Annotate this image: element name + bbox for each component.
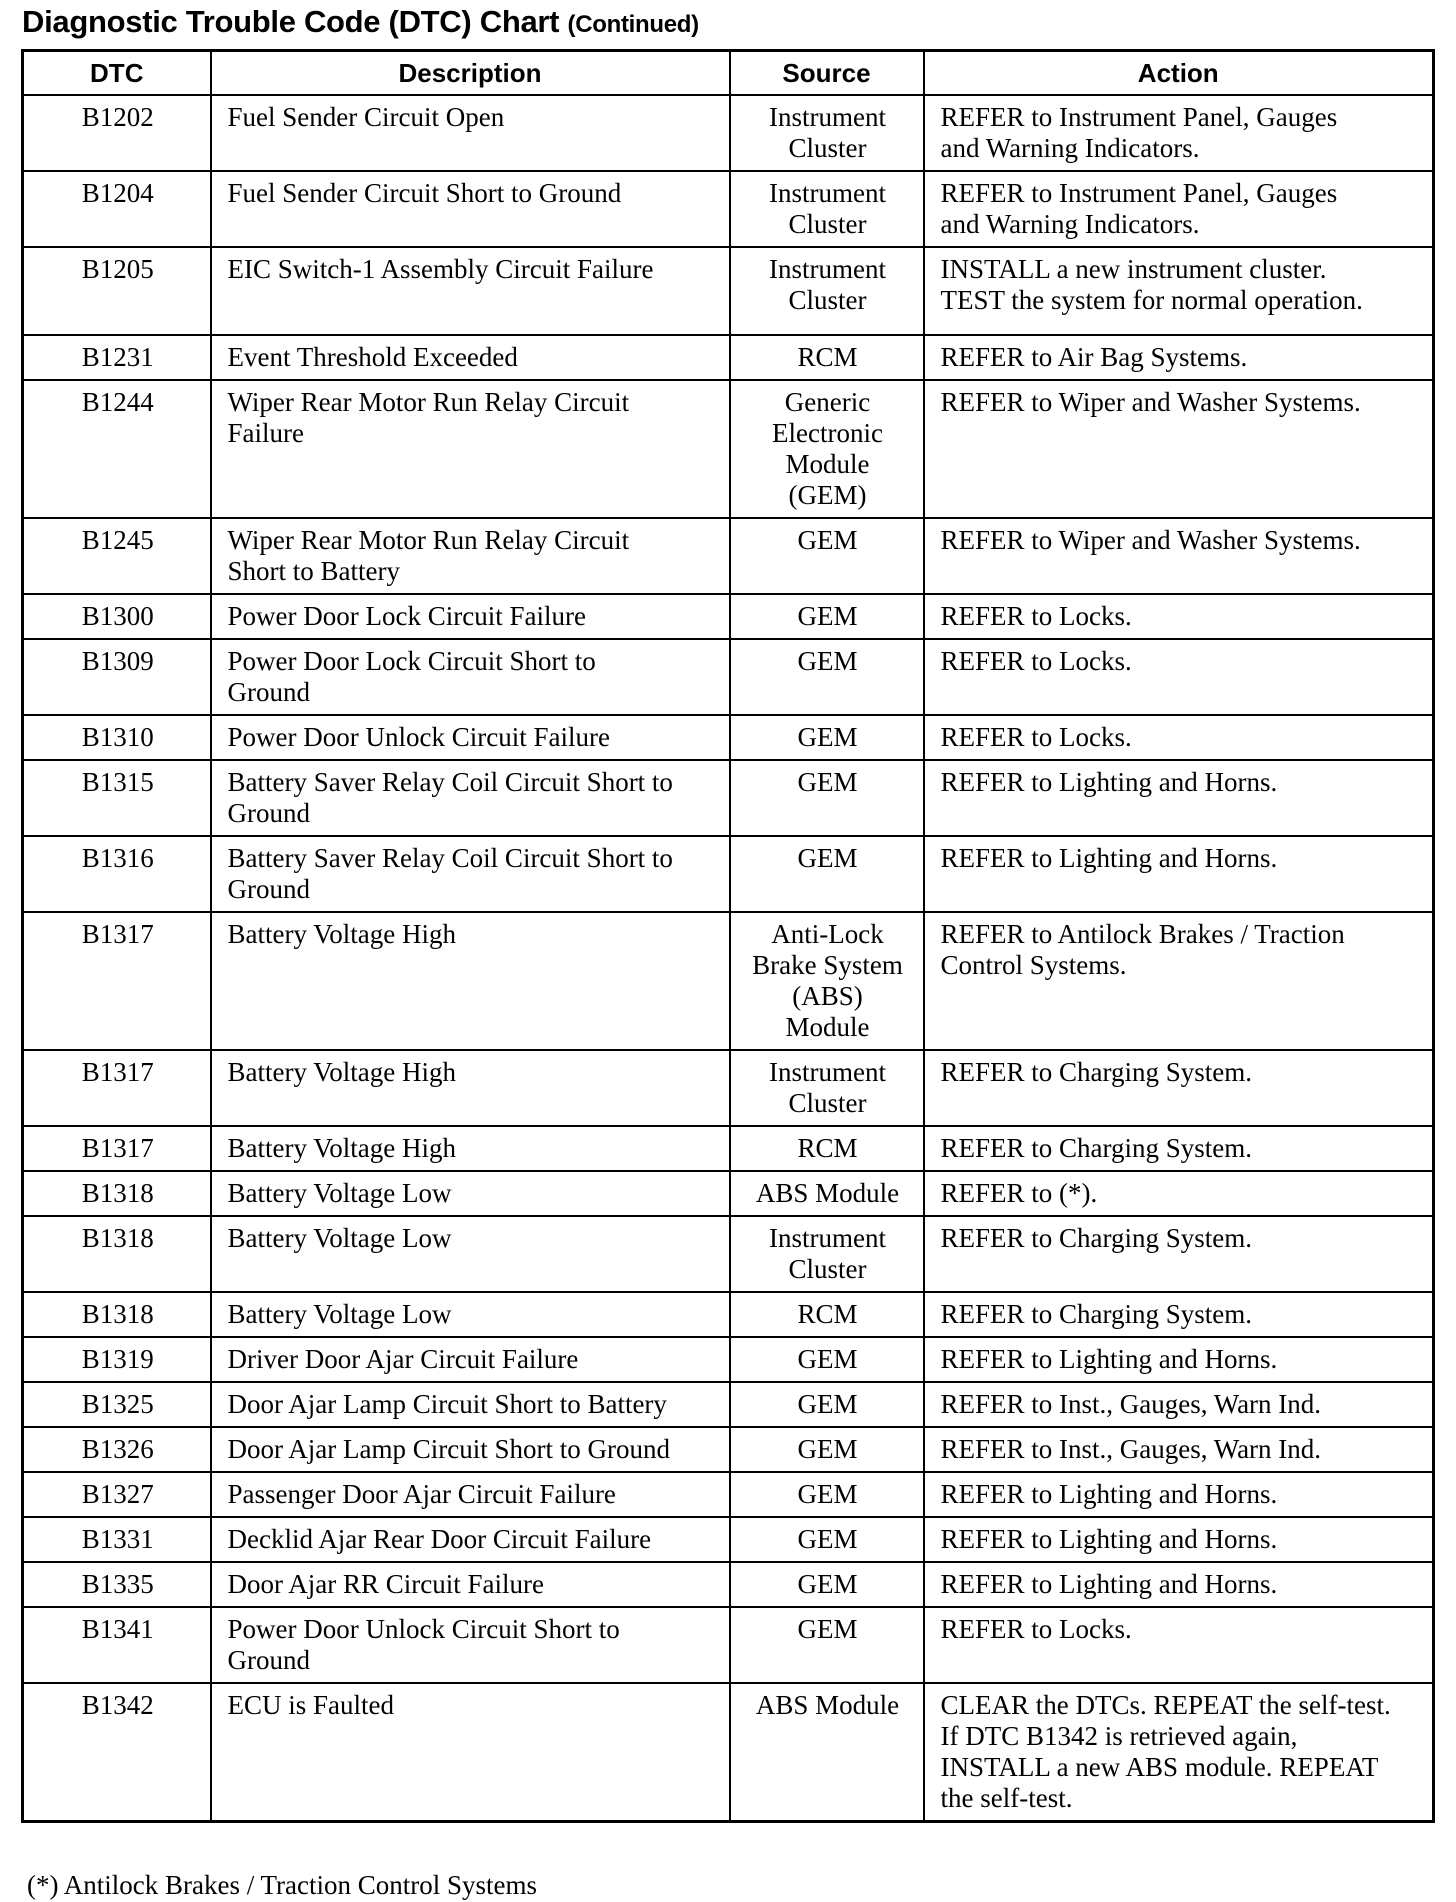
dtc-action: REFER to Lighting and Horns. <box>924 760 1434 836</box>
header-dtc: DTC <box>23 51 211 96</box>
table-row <box>23 247 1434 335</box>
dtc-description: Decklid Ajar Rear Door Circuit Failure <box>211 1517 730 1562</box>
dtc-description: Door Ajar Lamp Circuit Short to Ground <box>211 1427 730 1472</box>
dtc-code: B1341 <box>23 1607 211 1683</box>
dtc-description: Battery Voltage High <box>211 1126 730 1171</box>
dtc-description: Fuel Sender Circuit Open <box>211 95 730 171</box>
dtc-description: Driver Door Ajar Circuit Failure <box>211 1337 730 1382</box>
dtc-description: Battery Voltage High <box>211 1050 730 1126</box>
dtc-action: REFER to Inst., Gauges, Warn Ind. <box>924 1427 1434 1472</box>
dtc-action: REFER to Charging System. <box>924 1216 1434 1292</box>
dtc-action: REFER to Lighting and Horns. <box>924 1517 1434 1562</box>
dtc-code: B1318 <box>23 1171 211 1216</box>
dtc-code: B1316 <box>23 836 211 912</box>
header-description: Description <box>211 51 730 96</box>
dtc-code: B1318 <box>23 1216 211 1292</box>
table-row <box>23 1292 1434 1337</box>
dtc-description: Door Ajar RR Circuit Failure <box>211 1562 730 1607</box>
dtc-description: Battery Saver Relay Coil Circuit Short to Ground <box>211 760 730 836</box>
dtc-code: B1319 <box>23 1337 211 1382</box>
dtc-description: ECU is Faulted <box>211 1683 730 1822</box>
dtc-code: B1202 <box>23 95 211 171</box>
dtc-source: Instrument Cluster <box>730 1216 924 1292</box>
table-row <box>23 1171 1434 1216</box>
dtc-action: REFER to Instrument Panel, Gauges and Warning Indicators. <box>924 171 1434 247</box>
dtc-action: REFER to (*). <box>924 1171 1434 1216</box>
dtc-description: Passenger Door Ajar Circuit Failure <box>211 1472 730 1517</box>
title-suffix: (Continued) <box>567 11 699 38</box>
table-row <box>23 1382 1434 1427</box>
table-row <box>23 639 1434 715</box>
dtc-code: B1245 <box>23 518 211 594</box>
dtc-source: GEM <box>730 1562 924 1607</box>
dtc-source: GEM <box>730 1607 924 1683</box>
dtc-action: INSTALL a new instrument cluster. TEST the system for normal operation. <box>924 247 1434 335</box>
dtc-description: Power Door Lock Circuit Failure <box>211 594 730 639</box>
dtc-source: Instrument Cluster <box>730 171 924 247</box>
dtc-source: Instrument Cluster <box>730 1050 924 1126</box>
dtc-description: Power Door Unlock Circuit Short to Ground <box>211 1607 730 1683</box>
table-row <box>23 1683 1434 1822</box>
title-main: Diagnostic Trouble Code (DTC) Chart <box>22 4 560 39</box>
dtc-source: GEM <box>730 760 924 836</box>
dtc-action: REFER to Charging System. <box>924 1050 1434 1126</box>
dtc-source: GEM <box>730 836 924 912</box>
dtc-action: REFER to Locks. <box>924 1607 1434 1683</box>
table-row <box>23 380 1434 518</box>
table-row <box>23 715 1434 760</box>
dtc-code: B1204 <box>23 171 211 247</box>
dtc-code: B1335 <box>23 1562 211 1607</box>
header-source: Source <box>730 51 924 96</box>
dtc-source: RCM <box>730 1292 924 1337</box>
table-row <box>23 1607 1434 1683</box>
table-row <box>23 1050 1434 1126</box>
dtc-action: REFER to Lighting and Horns. <box>924 836 1434 912</box>
dtc-action: REFER to Lighting and Horns. <box>924 1472 1434 1517</box>
header-action: Action <box>924 51 1434 96</box>
dtc-source: Instrument Cluster <box>730 247 924 335</box>
dtc-action: REFER to Wiper and Washer Systems. <box>924 380 1434 518</box>
table-row <box>23 171 1434 247</box>
page-title <box>22 4 699 40</box>
table-row <box>23 1517 1434 1562</box>
dtc-code: B1327 <box>23 1472 211 1517</box>
dtc-description: Power Door Lock Circuit Short to Ground <box>211 639 730 715</box>
dtc-action: REFER to Inst., Gauges, Warn Ind. <box>924 1382 1434 1427</box>
dtc-table <box>21 49 1435 1823</box>
dtc-description: Battery Voltage Low <box>211 1216 730 1292</box>
dtc-code: B1326 <box>23 1427 211 1472</box>
dtc-source: GEM <box>730 1472 924 1517</box>
dtc-action: REFER to Air Bag Systems. <box>924 335 1434 380</box>
dtc-action: REFER to Locks. <box>924 594 1434 639</box>
dtc-code: B1317 <box>23 912 211 1050</box>
dtc-description: Event Threshold Exceeded <box>211 335 730 380</box>
dtc-source: GEM <box>730 715 924 760</box>
dtc-description: Door Ajar Lamp Circuit Short to Battery <box>211 1382 730 1427</box>
table-row <box>23 594 1434 639</box>
dtc-description: Fuel Sender Circuit Short to Ground <box>211 171 730 247</box>
dtc-source: ABS Module <box>730 1171 924 1216</box>
table-row <box>23 836 1434 912</box>
dtc-action: CLEAR the DTCs. REPEAT the self-test. If DTC B1342 is retrieved again, INSTALL a new ABS module. REPEAT the self-test. <box>924 1683 1434 1822</box>
dtc-description: Battery Voltage High <box>211 912 730 1050</box>
dtc-action: REFER to Antilock Brakes / Traction Control Systems. <box>924 912 1434 1050</box>
table-row <box>23 760 1434 836</box>
dtc-source: Anti-Lock Brake System (ABS) Module <box>730 912 924 1050</box>
dtc-code: B1317 <box>23 1050 211 1126</box>
dtc-description: EIC Switch-1 Assembly Circuit Failure <box>211 247 730 335</box>
dtc-action: REFER to Instrument Panel, Gauges and Warning Indicators. <box>924 95 1434 171</box>
dtc-code: B1331 <box>23 1517 211 1562</box>
header-row <box>23 51 1434 96</box>
dtc-source: GEM <box>730 1427 924 1472</box>
dtc-source: Generic Electronic Module (GEM) <box>730 380 924 518</box>
dtc-code: B1300 <box>23 594 211 639</box>
table-row <box>23 912 1434 1050</box>
dtc-source: GEM <box>730 1337 924 1382</box>
dtc-source: GEM <box>730 639 924 715</box>
dtc-code: B1205 <box>23 247 211 335</box>
dtc-code: B1309 <box>23 639 211 715</box>
dtc-code: B1325 <box>23 1382 211 1427</box>
dtc-source: ABS Module <box>730 1683 924 1822</box>
dtc-action: REFER to Lighting and Horns. <box>924 1337 1434 1382</box>
dtc-code: B1342 <box>23 1683 211 1822</box>
dtc-action: REFER to Charging System. <box>924 1292 1434 1337</box>
dtc-source: GEM <box>730 1382 924 1427</box>
dtc-description: Power Door Unlock Circuit Failure <box>211 715 730 760</box>
table-row <box>23 518 1434 594</box>
table-row <box>23 1126 1434 1171</box>
dtc-description: Battery Voltage Low <box>211 1171 730 1216</box>
dtc-code: B1318 <box>23 1292 211 1337</box>
dtc-source: GEM <box>730 518 924 594</box>
dtc-code: B1315 <box>23 760 211 836</box>
dtc-source: RCM <box>730 1126 924 1171</box>
dtc-action: REFER to Charging System. <box>924 1126 1434 1171</box>
dtc-action: REFER to Wiper and Washer Systems. <box>924 518 1434 594</box>
table-row <box>23 1562 1434 1607</box>
table-row <box>23 1216 1434 1292</box>
dtc-action: REFER to Locks. <box>924 639 1434 715</box>
dtc-description: Battery Saver Relay Coil Circuit Short to Ground <box>211 836 730 912</box>
dtc-code: B1244 <box>23 380 211 518</box>
table-row <box>23 1472 1434 1517</box>
dtc-source: RCM <box>730 335 924 380</box>
footnote: (*) Antilock Brakes / Traction Control Systems <box>27 1870 537 1900</box>
dtc-description: Wiper Rear Motor Run Relay Circuit Failure <box>211 380 730 518</box>
dtc-source: GEM <box>730 1517 924 1562</box>
table-row <box>23 1427 1434 1472</box>
table-row <box>23 95 1434 171</box>
dtc-code: B1231 <box>23 335 211 380</box>
dtc-source: GEM <box>730 594 924 639</box>
table-row <box>23 335 1434 380</box>
table-row <box>23 1337 1434 1382</box>
dtc-description: Battery Voltage Low <box>211 1292 730 1337</box>
dtc-action: REFER to Locks. <box>924 715 1434 760</box>
dtc-code: B1317 <box>23 1126 211 1171</box>
dtc-source: Instrument Cluster <box>730 95 924 171</box>
dtc-code: B1310 <box>23 715 211 760</box>
dtc-description: Wiper Rear Motor Run Relay Circuit Short to Battery <box>211 518 730 594</box>
dtc-action: REFER to Lighting and Horns. <box>924 1562 1434 1607</box>
